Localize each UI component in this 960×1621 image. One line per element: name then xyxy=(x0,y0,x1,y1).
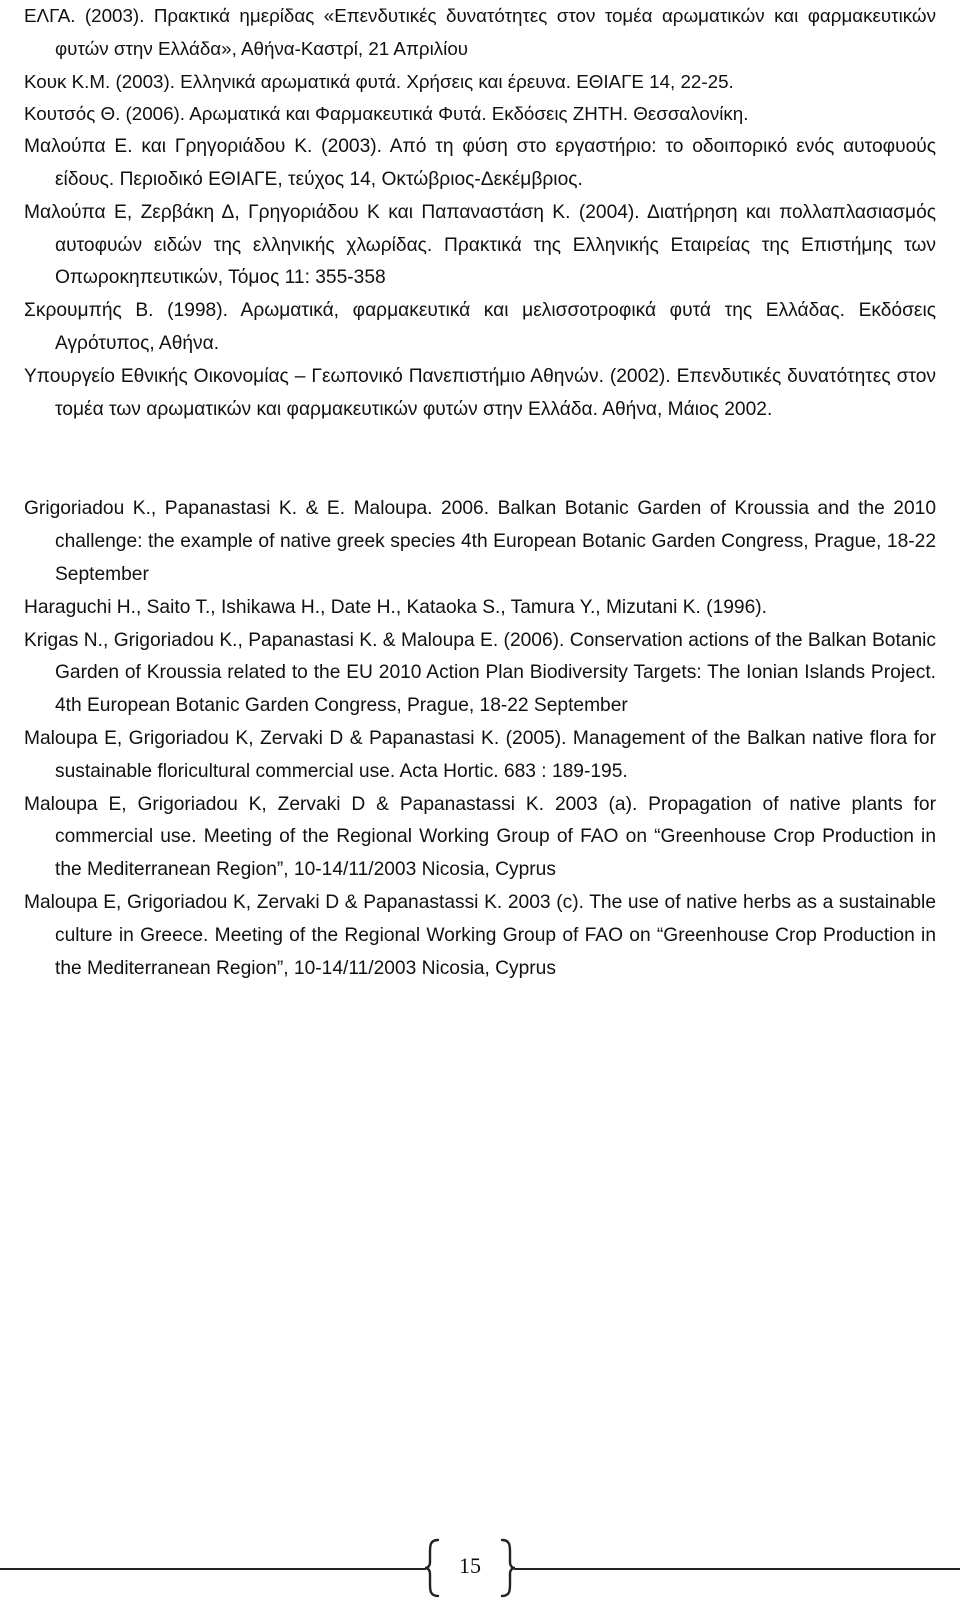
right-brace-icon xyxy=(496,1538,516,1598)
reference-entry: Σκρουμπής Β. (1998). Αρωματικά, φαρμακευτικά και μελισσοτροφικά φυτά της Ελλάδας. Εκδόσεις Αγρότυπος, Αθήνα. xyxy=(24,300,936,354)
left-brace-icon xyxy=(424,1538,444,1598)
reference-entry: Krigas N., Grigoriadou K., Papanastasi K. & Maloupa E. (2006). Conservation actions of the Balkan Botanic Garden of Kroussia related to the EU 2010 Action Plan Biodiversity Targets: The Ionian Islands Project. 4th European Botanic Garden Congress, Prague, 18-22 September xyxy=(24,629,936,717)
reference-entry: Grigoriadou K., Papanastasi K. & E. Maloupa. 2006. Balkan Botanic Garden of Kroussia and the 2010 challenge: the example of native greek species 4th European Botanic Garden Congress, Prague, 18-22 September xyxy=(24,498,936,585)
reference-entry: Κουτσός Θ. (2006). Αρωματικά και Φαρμακευτικά Φυτά. Εκδόσεις ΖΗΤΗ. Θεσσαλονίκη. xyxy=(24,103,749,125)
page-number: 15 xyxy=(459,1553,481,1578)
section-spacer xyxy=(24,426,936,493)
reference-entry: Maloupa E, Grigoriadou K, Zervaki D & Papanastassi K. 2003 (c). The use of native herbs as a sustainable culture in Greece. Meeting of the Regional Working Group of FAO on “Greenhouse Crop Production in the Mediterranean Region”, 10-14/11/2003 Nicosia, Cyprus xyxy=(24,891,936,979)
reference-entry: Μαλούπα Ε, Ζερβάκη Δ, Γρηγοριάδου Κ και Παπαναστάση Κ. (2004). Διατήρηση και πολλαπλασιασμός αυτοφυών ειδών της ελληνικής χλωρίδας. Πρακτικά της Ελληνικής Εταιρείας της Επιστήμης των Οπωροκηπευτικών, Τόμος 11: 355-358 xyxy=(24,201,936,289)
reference-entry: Maloupa E, Grigoriadou K, Zervaki D & Papanastasi K. (2005). Management of the Balkan native flora for sustainable floricultural commercial use. Acta Hortic. 683 : 189-195. xyxy=(24,727,936,782)
footer-rule-left xyxy=(0,1568,426,1570)
page-footer xyxy=(0,1538,960,1608)
reference-entry: ΕΛΓΑ. (2003). Πρακτικά ημερίδας «Επενδυτικές δυνατότητες στον τομέα αρωματικών και φαρμακευτικών φυτών στην Ελλάδα», Αθήνα-Καστρί, 21 Απριλίου xyxy=(24,5,936,59)
footer-rule-right xyxy=(514,1568,960,1570)
reference-entry: Υπουργείο Εθνικής Οικονομίας – Γεωπονικό Πανεπιστήμιο Αθηνών. (2002). Επενδυτικές δυνατότητες στον τομέα των αρωματικών και φαρμακευτικών φυτών στην Ελλάδα. Αθήνα, Μάιος 2002. xyxy=(24,365,936,420)
reference-entry: Κουκ Κ.Μ. (2003). Ελληνικά αρωματικά φυτά. Χρήσεις και έρευνα. ΕΘΙΑΓΕ 14, 22-25. xyxy=(24,70,734,92)
reference-list xyxy=(24,0,936,985)
reference-entry: Μαλούπα Ε. και Γρηγοριάδου Κ. (2003). Από τη φύση στο εργαστήριο: το οδοιπορικό ενός αυτοφυούς είδους. Περιοδικό ΕΘΙΑΓΕ, τεύχος 14, Οκτώβριος-Δεκέμβριος. xyxy=(24,136,936,190)
reference-entry: Haraguchi H., Saito T., Ishikawa H., Date H., Kataoka S., Tamura Y., Mizutani K. (1996). xyxy=(24,596,767,618)
reference-entry: Maloupa E, Grigoriadou K, Zervaki D & Papanastassi K. 2003 (a). Propagation of native plants for commercial use. Meeting of the Regional Working Group of FAO on “Greenhouse Crop Production in the Mediterranean Region”, 10-14/11/2003 Nicosia, Cyprus xyxy=(24,793,936,881)
